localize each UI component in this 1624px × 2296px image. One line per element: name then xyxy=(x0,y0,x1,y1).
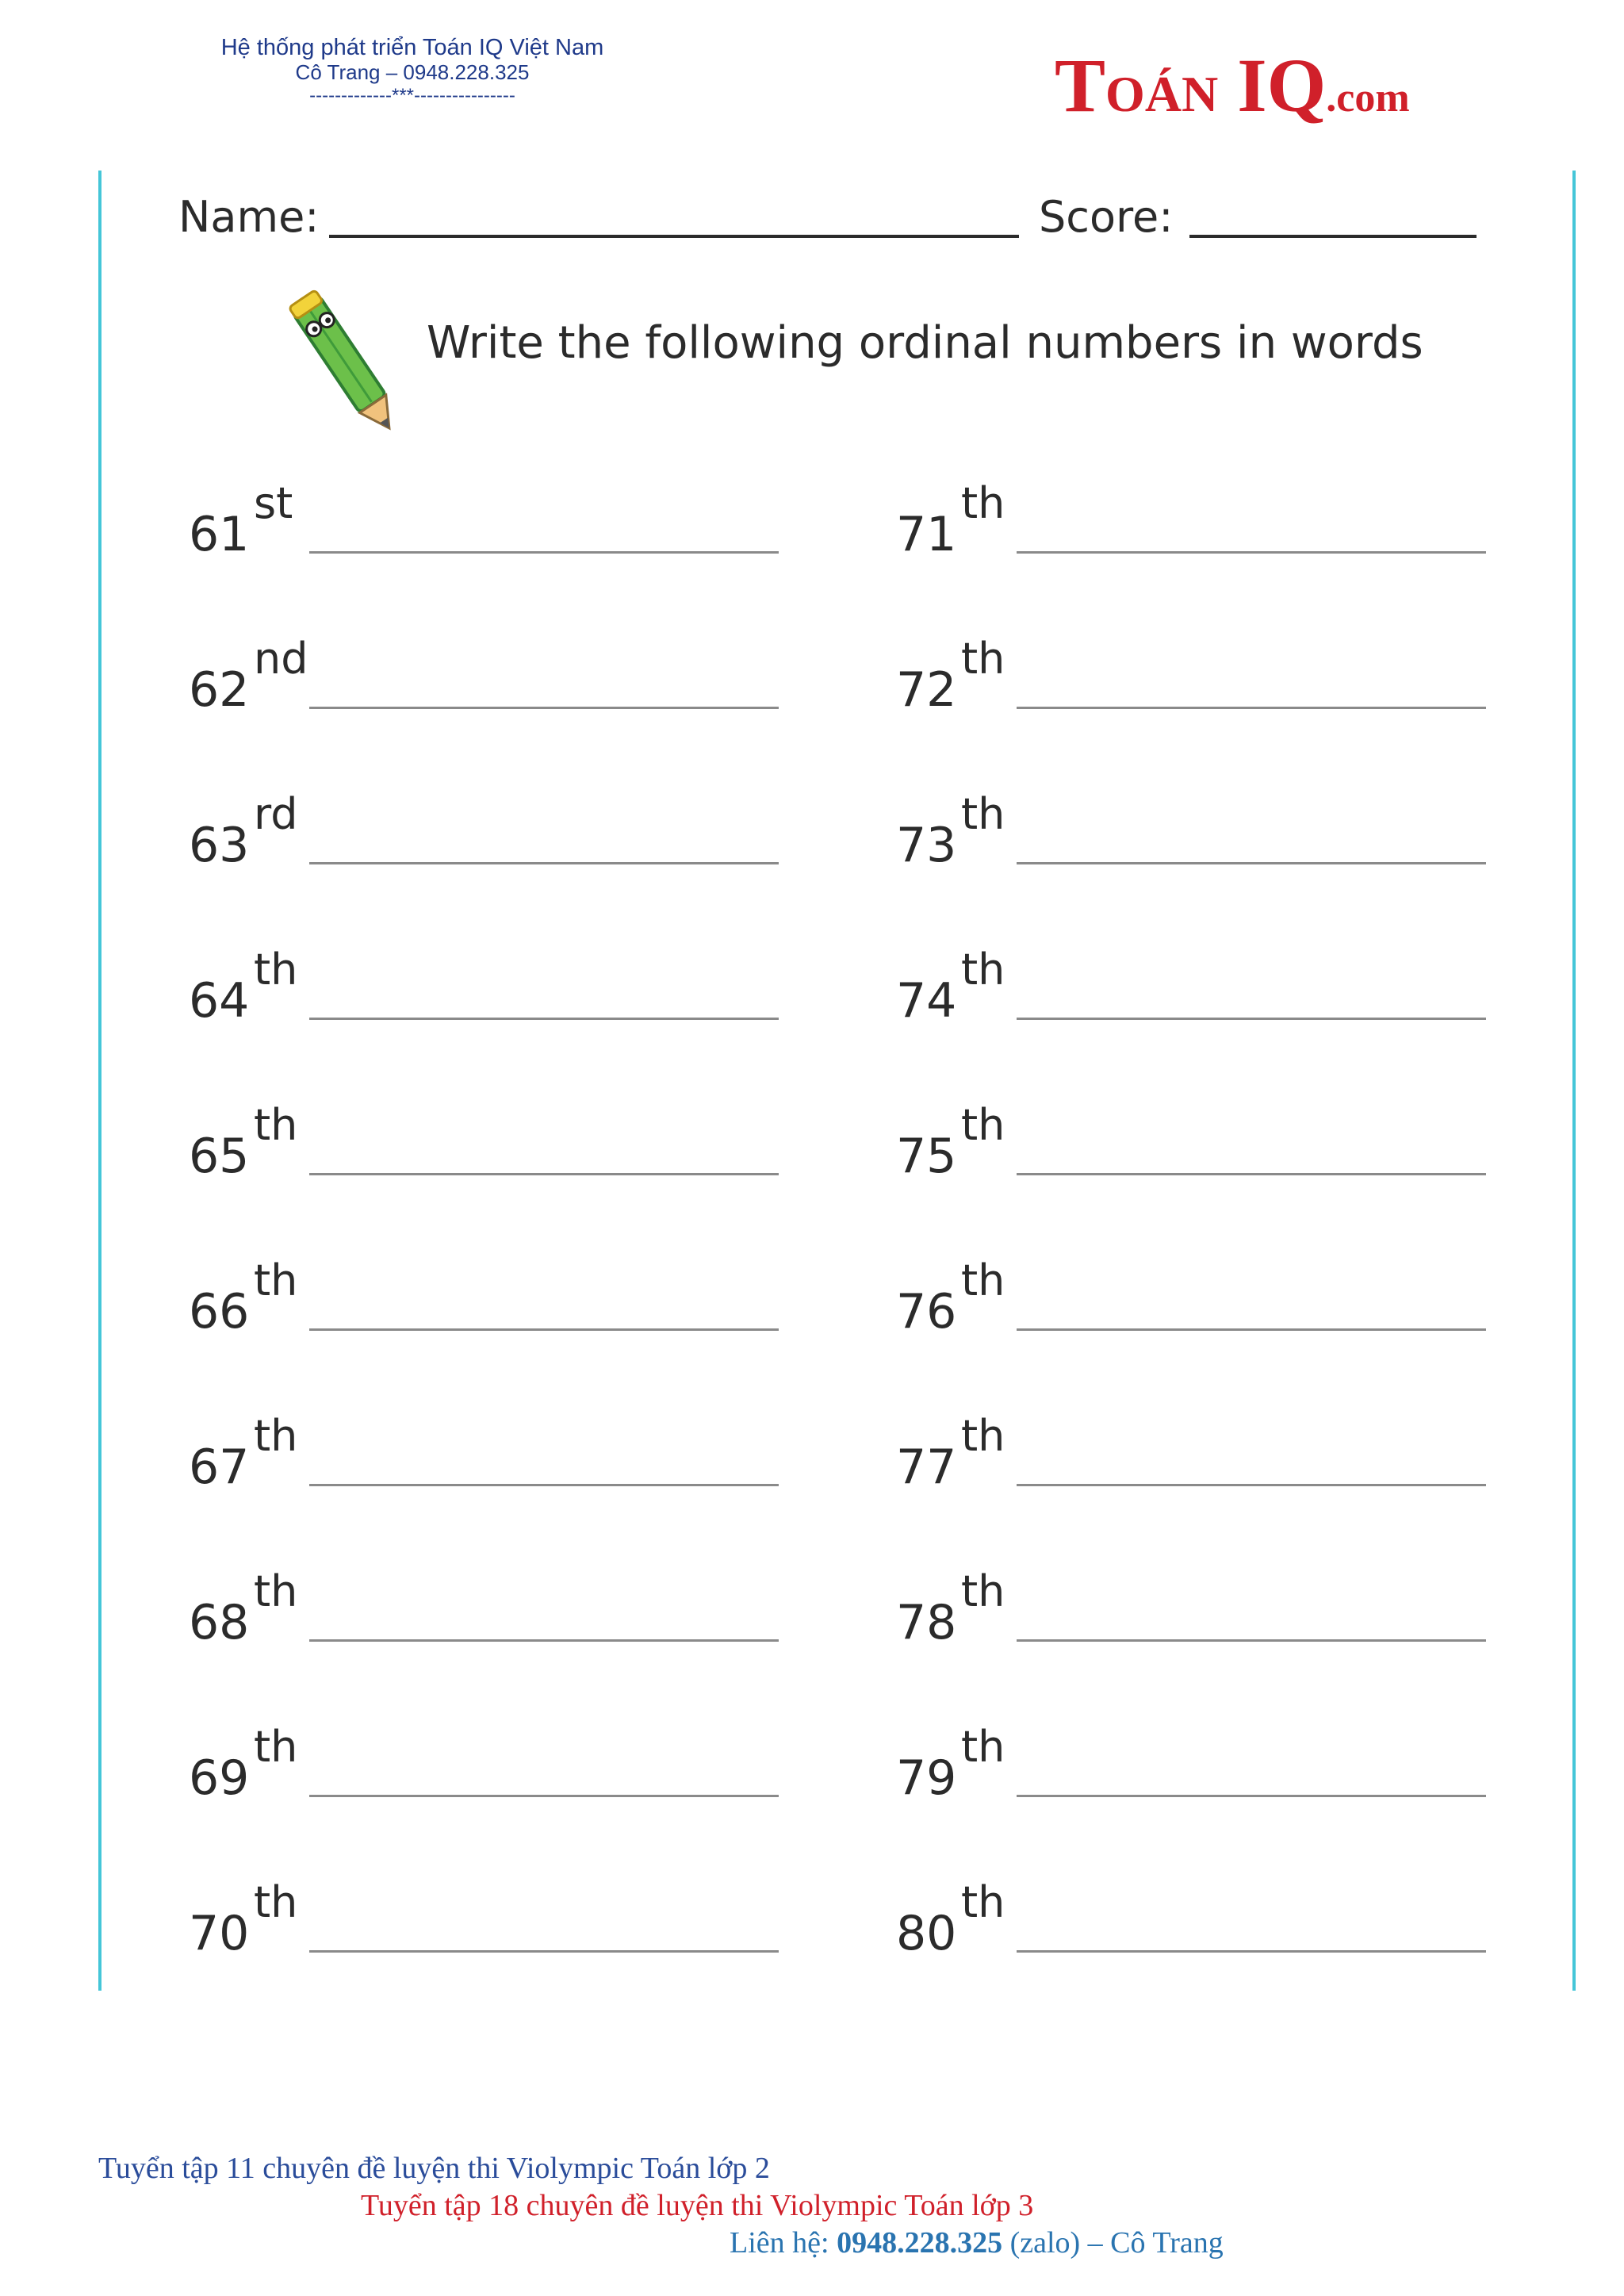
ordinal-suffix: th xyxy=(254,945,298,995)
answer-line[interactable] xyxy=(1017,1328,1486,1331)
ordinal-number: 67 xyxy=(189,1439,250,1495)
ordinal-item xyxy=(896,1566,1499,1662)
logo-oan: OÁN xyxy=(1105,66,1219,122)
header-divider: -------------***---------------- xyxy=(309,85,515,107)
score-label: Score: xyxy=(1039,192,1174,242)
header-title: Hệ thống phát triển Toán IQ Việt Nam xyxy=(220,35,604,60)
answer-line[interactable] xyxy=(1017,1795,1486,1797)
answer-line[interactable] xyxy=(309,707,779,709)
ordinal-number: 65 xyxy=(189,1129,250,1184)
answer-line[interactable] xyxy=(309,1484,779,1486)
ordinal-item xyxy=(896,1100,1499,1195)
ordinal-item xyxy=(189,1566,791,1662)
ordinal-item xyxy=(896,1411,1499,1506)
answer-line[interactable] xyxy=(309,1328,779,1331)
header-info xyxy=(167,35,658,107)
answer-line[interactable] xyxy=(309,1795,779,1797)
name-label: Name: xyxy=(178,192,320,242)
ordinal-item xyxy=(189,1722,791,1817)
ordinal-suffix: th xyxy=(961,634,1005,684)
ordinal-suffix: th xyxy=(961,789,1005,839)
ordinal-item xyxy=(896,478,1499,573)
ordinal-suffix: nd xyxy=(254,634,308,684)
ordinal-number: 74 xyxy=(896,973,957,1029)
header-contact: Cô Trang – 0948.228.325 xyxy=(295,60,530,85)
ordinal-number: 72 xyxy=(896,662,957,718)
ordinal-number: 62 xyxy=(189,662,250,718)
ordinal-suffix: th xyxy=(254,1877,298,1927)
ordinal-number: 68 xyxy=(189,1595,250,1650)
ordinal-number: 79 xyxy=(896,1750,957,1806)
ordinal-number: 69 xyxy=(189,1750,250,1806)
toaniq-logo xyxy=(1055,41,1410,128)
ordinal-item xyxy=(189,1255,791,1351)
footer-contact xyxy=(730,2225,1224,2260)
answer-line[interactable] xyxy=(309,1639,779,1642)
ordinal-number: 63 xyxy=(189,818,250,873)
frame-left-border xyxy=(98,171,102,1991)
answer-line[interactable] xyxy=(1017,1484,1486,1486)
ordinal-number: 76 xyxy=(896,1284,957,1340)
ordinal-suffix: th xyxy=(961,1566,1005,1616)
ordinal-item xyxy=(189,945,791,1040)
ordinal-item xyxy=(189,789,791,884)
ordinal-item xyxy=(896,789,1499,884)
ordinal-number: 75 xyxy=(896,1129,957,1184)
ordinal-suffix: th xyxy=(961,1877,1005,1927)
ordinal-suffix: th xyxy=(961,478,1005,528)
ordinal-item xyxy=(189,478,791,573)
ordinal-item xyxy=(189,1100,791,1195)
answer-line[interactable] xyxy=(1017,1018,1486,1020)
ordinal-suffix: th xyxy=(254,1255,298,1305)
ordinal-suffix: st xyxy=(254,478,293,528)
frame-right-border xyxy=(1572,171,1576,1991)
answer-line[interactable] xyxy=(309,862,779,864)
ordinal-number: 80 xyxy=(896,1906,957,1961)
answer-line[interactable] xyxy=(1017,862,1486,864)
ordinal-item xyxy=(896,1877,1499,1972)
ordinal-number: 78 xyxy=(896,1595,957,1650)
ordinal-number: 61 xyxy=(189,507,250,562)
answer-line[interactable] xyxy=(1017,1950,1486,1953)
pencil-icon xyxy=(285,279,404,446)
ordinal-suffix: th xyxy=(961,1255,1005,1305)
ordinal-number: 70 xyxy=(189,1906,250,1961)
ordinal-number: 66 xyxy=(189,1284,250,1340)
logo-iq: IQ xyxy=(1218,43,1327,128)
ordinal-suffix: th xyxy=(254,1566,298,1616)
ordinal-item xyxy=(896,634,1499,729)
ordinal-suffix: th xyxy=(961,1722,1005,1772)
answer-line[interactable] xyxy=(1017,1639,1486,1642)
footer-contact-rest: (zalo) – Cô Trang xyxy=(1002,2226,1224,2260)
ordinal-suffix: th xyxy=(254,1100,298,1150)
answer-line[interactable] xyxy=(309,1950,779,1953)
logo-t: T xyxy=(1055,43,1106,128)
ordinal-suffix: th xyxy=(254,1411,298,1461)
name-field[interactable] xyxy=(329,235,1019,238)
answer-line[interactable] xyxy=(309,1173,779,1175)
ordinal-number: 64 xyxy=(189,973,250,1029)
instruction-text: Write the following ordinal numbers in words xyxy=(427,317,1423,369)
answer-line[interactable] xyxy=(1017,707,1486,709)
ordinal-suffix: th xyxy=(961,1100,1005,1150)
answer-line[interactable] xyxy=(1017,1173,1486,1175)
answer-line[interactable] xyxy=(1017,551,1486,554)
ordinal-item xyxy=(896,1255,1499,1351)
ordinal-item xyxy=(896,945,1499,1040)
ordinal-number: 71 xyxy=(896,507,957,562)
logo-com: .com xyxy=(1326,75,1410,121)
ordinal-suffix: th xyxy=(254,1722,298,1772)
ordinal-number: 77 xyxy=(896,1439,957,1495)
footer-line-grade2: Tuyển tập 11 chuyên đề luyện thi Violympic Toán lớp 2 xyxy=(98,2152,770,2185)
footer-contact-phone: 0948.228.325 xyxy=(837,2226,1003,2260)
ordinal-item xyxy=(189,1877,791,1972)
ordinal-item xyxy=(896,1722,1499,1817)
answer-line[interactable] xyxy=(309,551,779,554)
ordinal-item xyxy=(189,1411,791,1506)
ordinal-suffix: th xyxy=(961,945,1005,995)
answer-line[interactable] xyxy=(309,1018,779,1020)
ordinal-item xyxy=(189,634,791,729)
ordinal-number: 73 xyxy=(896,818,957,873)
score-field[interactable] xyxy=(1189,235,1477,238)
ordinal-suffix: rd xyxy=(254,789,298,839)
ordinal-suffix: th xyxy=(961,1411,1005,1461)
footer-contact-label: Liên hệ: xyxy=(730,2226,837,2260)
footer-line-grade3: Tuyển tập 18 chuyên đề luyện thi Violympic Toán lớp 3 xyxy=(361,2189,1034,2222)
